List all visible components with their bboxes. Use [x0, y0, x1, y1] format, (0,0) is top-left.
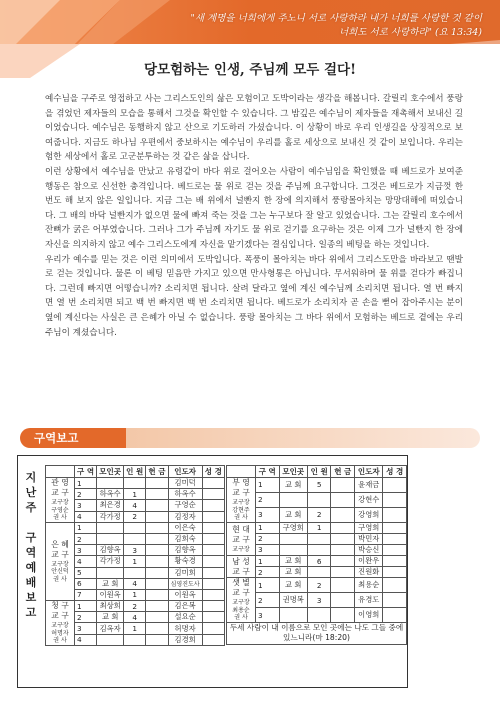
table-cell: 1: [75, 478, 97, 489]
district-leader: 교구장 강현주 권 사: [232, 499, 250, 521]
table-cell: [202, 556, 224, 567]
footnote-verse: 두세 사람이 내 이름으로 모인 곳에는 나도 그들 중에 있느니라(마 18:20): [227, 622, 407, 644]
column-header: 헌 금: [146, 466, 168, 478]
table-cell: [331, 556, 355, 567]
table-cell: 3: [75, 545, 97, 556]
table-cell: [202, 623, 224, 634]
table-cell: [202, 578, 224, 589]
table-cell: 4: [75, 511, 97, 522]
table-cell: 2: [256, 492, 280, 507]
table-cell: 권명복: [279, 593, 307, 608]
table-cell: [146, 522, 168, 533]
article-body: [45, 92, 463, 340]
article-paragraph: 예수님을 구주로 영접하고 사는 그리스도인의 삶은 모험이고 도박이라는 생각을 해봅니다. 갈릴리 호수에서 풍랑을 겪었던 제자들의 모습을 통해서 그것을 확인할 수 있습니다. 그 밤깊은 예수님이 제자들을 재촉해서 보내신 길이었습니다. 예수님은 동행하지 않고 산으로 기도하러 가셨습니다. 이 상황이 바로 우리 인생길을 상징적으로 보여줍니다. 지금도 하나님 우편에서 중보하시는 예수님이 우리를 홀로 세상으로 보내신 것 같이 보입니다. 우리는 험한 세상에서 홀로 고군분투하는 것 같은 삶을 삽니다.: [45, 94, 463, 163]
district-leader: 교구장 허명자 권 사: [51, 622, 69, 645]
table-cell: [279, 492, 307, 507]
table-cell: [279, 608, 307, 623]
table-row: [227, 556, 407, 567]
side-label-char: 고: [25, 606, 37, 619]
table-cell: 6: [75, 578, 97, 589]
column-header: 인 원: [124, 466, 146, 478]
table-cell: [146, 634, 168, 645]
table-cell: [331, 544, 355, 555]
table-cell: 하옥수: [168, 489, 202, 500]
table-cell: [331, 608, 355, 623]
table-cell: [331, 567, 355, 578]
table-cell: 1: [75, 522, 97, 533]
table-cell: [279, 533, 307, 544]
table-cell: [146, 500, 168, 511]
table-cell: 유경도: [355, 593, 383, 608]
table-cell: [202, 545, 224, 556]
table-cell: 3: [256, 507, 280, 522]
table-cell: 6: [307, 556, 331, 567]
table-cell: [202, 533, 224, 544]
table-row: [46, 478, 225, 489]
table-cell: [146, 578, 168, 589]
table-cell: 2: [256, 593, 280, 608]
table-cell: 구영희: [279, 522, 307, 533]
district-leader: 교구장 최용순 권 사: [232, 599, 250, 622]
table-cell: [307, 567, 331, 578]
table-cell: 김향옥: [97, 545, 124, 556]
table-cell: 3: [307, 593, 331, 608]
side-label-char: 구: [25, 531, 37, 544]
side-label-char: 지: [25, 471, 37, 484]
table-cell: 이원옥: [168, 589, 202, 600]
table-cell: 강영희: [355, 507, 383, 522]
side-label-char: 난: [25, 486, 37, 499]
table-cell: [97, 478, 124, 489]
district-group-cell: [227, 556, 256, 578]
table-cell: [383, 608, 407, 623]
table-cell: 김미덕: [168, 478, 202, 489]
column-header: 인도자: [168, 466, 202, 478]
table-cell: 진원화: [355, 567, 383, 578]
article-paragraph: 우리가 예수를 믿는 것은 이런 의미에서 도박입니다. 폭풍이 몰아치는 바다 위에서 그리스도만을 바라보고 땐발로 걷는 것입니다. 물론 이 베팅 믿음만 가지고 있으면 만사형통은 아닙니다. 무서워하며 물 위를 걷다가 빠집니다. 그런데 빠지면 어떻습니까? 소리치면 됩니다. 살려 달라고 옆에 계신 예수님께 소리치면 됩니다. 열 번 빠지면 열 번 소리치면 되고 백 번 빠지면 백 번 소리치면 됩니다. 베드로가 소리치자 곧 손을 뻗어 잡아주시는 분이 옆에 계신다는 사실은 큰 은혜가 아닐 수 없습니다. 풍랑 몰아치는 그 바다 위에서 모험하는 베드로 곁에는 우리 주님이 계셨습니다.: [45, 254, 463, 338]
district-leader: 교구장: [232, 545, 250, 553]
table-cell: [146, 589, 168, 600]
table-cell: 교 회: [279, 578, 307, 593]
table-cell: 5: [75, 567, 97, 578]
table-cell: 1: [256, 522, 280, 533]
district-name: 청 구 교 구: [51, 601, 69, 621]
table-cell: [202, 511, 224, 522]
table-cell: 2: [75, 612, 97, 623]
side-label-char: 역: [25, 546, 37, 559]
column-header: 모인곳: [279, 466, 307, 478]
table-cell: 설요순: [168, 612, 202, 623]
district-group-cell: [46, 601, 75, 646]
table-cell: 교 회: [97, 578, 124, 589]
table-cell: [202, 589, 224, 600]
table-cell: 김희숙: [168, 533, 202, 544]
table-cell: [124, 567, 146, 578]
table-row: [227, 522, 407, 533]
table-cell: 윤재금: [355, 478, 383, 493]
table-cell: 교 회: [279, 567, 307, 578]
table-cell: 강현수: [355, 492, 383, 507]
table-cell: [146, 567, 168, 578]
table-cell: 2: [256, 567, 280, 578]
table-cell: 박민자: [355, 533, 383, 544]
table-header-row: [227, 466, 407, 478]
side-label-char: 보: [25, 591, 37, 604]
table-cell: [331, 578, 355, 593]
table-cell: [124, 522, 146, 533]
table-cell: 4: [124, 578, 146, 589]
table-cell: [202, 489, 224, 500]
table-cell: [383, 507, 407, 522]
district-group-cell: [227, 478, 256, 523]
table-cell: 이완우: [355, 556, 383, 567]
table-cell: 최은경: [97, 500, 124, 511]
table-cell: 구영순: [168, 500, 202, 511]
district-group-cell: [227, 578, 256, 623]
table-cell: [307, 544, 331, 555]
table-cell: [331, 492, 355, 507]
district-group-cell: [46, 478, 75, 523]
table-cell: [279, 544, 307, 555]
column-header: 인도자: [355, 466, 383, 478]
table-cell: [307, 533, 331, 544]
table-row: [227, 478, 407, 493]
table-cell: [146, 533, 168, 544]
banner-verse: "새 계명을 너희에게 주노니 서로 사랑하라 내가 너희를 사랑한 것 같이 너희도 서로 사랑하라" (요 13:34): [190, 13, 482, 38]
table-cell: 1: [256, 556, 280, 567]
table-cell: [331, 507, 355, 522]
section-header-pill: [20, 428, 126, 448]
table-cell: [383, 567, 407, 578]
table-row: [46, 601, 225, 612]
section-header-bar: [120, 428, 480, 448]
table-cell: 1: [75, 601, 97, 612]
table-cell: 1: [124, 489, 146, 500]
table-cell: 4: [75, 556, 97, 567]
table-cell: 3: [256, 544, 280, 555]
table-cell: 3: [256, 608, 280, 623]
table-cell: 허명자: [168, 623, 202, 634]
header-blank-cell: [227, 466, 256, 478]
left-roster-table: [45, 465, 225, 646]
table-cell: [383, 544, 407, 555]
table-cell: [383, 556, 407, 567]
table-cell: [146, 601, 168, 612]
table-cell: 3: [75, 500, 97, 511]
table-cell: 2: [124, 511, 146, 522]
table-cell: 2: [75, 489, 97, 500]
table-cell: 교 회: [279, 507, 307, 522]
table-cell: [146, 545, 168, 556]
table-cell: 김정자: [168, 511, 202, 522]
table-cell: [331, 533, 355, 544]
table-cell: 1: [256, 578, 280, 593]
table-cell: 하옥수: [97, 489, 124, 500]
district-leader: 교구장 구영순 권 사: [51, 499, 69, 522]
table-cell: [202, 601, 224, 612]
side-label-char: [18, 515, 44, 530]
table-cell: 이은숙: [168, 522, 202, 533]
district-leader: 교구장 안신덕 권 사: [51, 560, 69, 583]
table-cell: [202, 478, 224, 489]
table-cell: [331, 522, 355, 533]
side-label-char: 주: [25, 501, 37, 514]
column-header: 구 역: [75, 466, 97, 478]
column-header: 구 역: [256, 466, 280, 478]
table-cell: [383, 492, 407, 507]
table-cell: [383, 593, 407, 608]
table-cell: [124, 634, 146, 645]
table-cell: 1: [124, 589, 146, 600]
table-cell: [307, 608, 331, 623]
column-header: 인 원: [307, 466, 331, 478]
table-cell: 1: [307, 522, 331, 533]
table-cell: 2: [256, 533, 280, 544]
table-cell: 김향옥: [168, 545, 202, 556]
table-cell: 교 회: [279, 478, 307, 493]
district-name: 관 영 교 구: [51, 478, 69, 498]
table-cell: [97, 533, 124, 544]
table-cell: 교 회: [97, 612, 124, 623]
table-cell: 심영진도사: [168, 578, 202, 589]
table-cell: 김미희: [168, 567, 202, 578]
district-name: 남 성 교 구: [232, 556, 250, 576]
table-cell: 각가정: [97, 511, 124, 522]
table-cell: 3: [124, 545, 146, 556]
table-cell: [331, 593, 355, 608]
table-cell: [331, 478, 355, 493]
table-cell: [383, 578, 407, 593]
article-title: 당모험하는 인생, 주님께 모두 걸다!: [144, 62, 356, 78]
table-cell: [202, 522, 224, 533]
footnote-row: [227, 622, 407, 644]
table-cell: 구영희: [355, 522, 383, 533]
table-cell: 김은복: [168, 601, 202, 612]
table-cell: [146, 478, 168, 489]
table-cell: [97, 567, 124, 578]
table-cell: [146, 511, 168, 522]
table-cell: [146, 556, 168, 567]
table-cell: 2: [307, 507, 331, 522]
table-cell: 교 회: [279, 556, 307, 567]
table-cell: 김경희: [168, 634, 202, 645]
district-group-cell: [46, 522, 75, 600]
header-blank-cell: [46, 466, 75, 478]
district-name: 부 영 교 구: [232, 478, 250, 497]
table-cell: 5: [307, 478, 331, 493]
table-cell: 2: [307, 578, 331, 593]
table-cell: [146, 612, 168, 623]
table-cell: 각가정: [97, 556, 124, 567]
table-cell: [383, 533, 407, 544]
table-cell: [202, 500, 224, 511]
table-cell: [307, 492, 331, 507]
table-cell: 4: [124, 612, 146, 623]
table-cell: 최용순: [355, 578, 383, 593]
table-cell: 2: [75, 533, 97, 544]
table-cell: [124, 533, 146, 544]
table-cell: 4: [75, 634, 97, 645]
column-header: 성 경: [383, 466, 407, 478]
right-roster-table: [226, 465, 407, 645]
column-header: 헌 금: [331, 466, 355, 478]
table-header-row: [46, 466, 225, 478]
table-cell: 7: [75, 589, 97, 600]
column-header: 성 경: [202, 466, 224, 478]
table-cell: 박승신: [355, 544, 383, 555]
table-cell: 4: [124, 500, 146, 511]
table-cell: 황숙경: [168, 556, 202, 567]
district-name: 현 대 교 구: [232, 524, 250, 544]
table-cell: [383, 478, 407, 493]
table-row: [46, 522, 225, 533]
table-cell: 2: [124, 601, 146, 612]
district-name: 은 혜 교 구: [51, 539, 69, 559]
table-cell: 1: [124, 623, 146, 634]
district-group-cell: [227, 522, 256, 556]
table-row: [227, 578, 407, 593]
table-cell: [202, 634, 224, 645]
table-cell: [124, 478, 146, 489]
article-paragraph: 이런 상황에서 예수님을 만났고 유령같이 바다 위로 걸어오는 사람이 예수님임을 확인했을 때 베드로가 보여준 행동은 참으로 신선한 충격입니다. 베드로는 물 위로 걷는 것을 주님께 요구합니다. 그것은 베드로가 지금껏 한 번도 해 보지 않은 일입니다. 지금 그는 배 위에서 널빤지 한 장에 의지해서 풍랑몰아치는 망망대해에 떠있습니다. 그 배의 바닥 널빤지가 없으면 물에 빠져 죽는 것을 그는 누구보다 잘 알고 있었습니다. 그는 갈릴리 호수에서 잔뼈가 굵은 어부였습니다. 그러나 그가 주님께 자기도 물 위로 걷기를 요구하는 것은 이제 그가 널빤지 한 장에 자신을 의지하지 않고 예수 그리스도에게 자신을 맡기겠다는 결심입니다. 일종의 베팅을 하는 것입니다.: [45, 166, 463, 250]
side-label-char: 배: [25, 576, 37, 589]
table-cell: 1: [124, 556, 146, 567]
table-cell: 1: [256, 478, 280, 493]
table-cell: 김옥자: [97, 623, 124, 634]
section-title: 구역보고: [34, 431, 79, 445]
table-cell: [383, 522, 407, 533]
table-cell: [202, 567, 224, 578]
side-vertical-label: [18, 470, 44, 620]
table-cell: 3: [75, 623, 97, 634]
table-cell: [146, 623, 168, 634]
section-header: [20, 428, 480, 448]
table-cell: 이영희: [355, 608, 383, 623]
table-cell: [97, 634, 124, 645]
column-header: 모인곳: [97, 466, 124, 478]
side-label-char: 예: [25, 561, 37, 574]
table-cell: [97, 522, 124, 533]
district-name: 샛 별 교 구: [232, 578, 250, 598]
table-cell: [146, 489, 168, 500]
table-cell: 이원옥: [97, 589, 124, 600]
table-cell: 최상희: [97, 601, 124, 612]
table-cell: [202, 612, 224, 623]
